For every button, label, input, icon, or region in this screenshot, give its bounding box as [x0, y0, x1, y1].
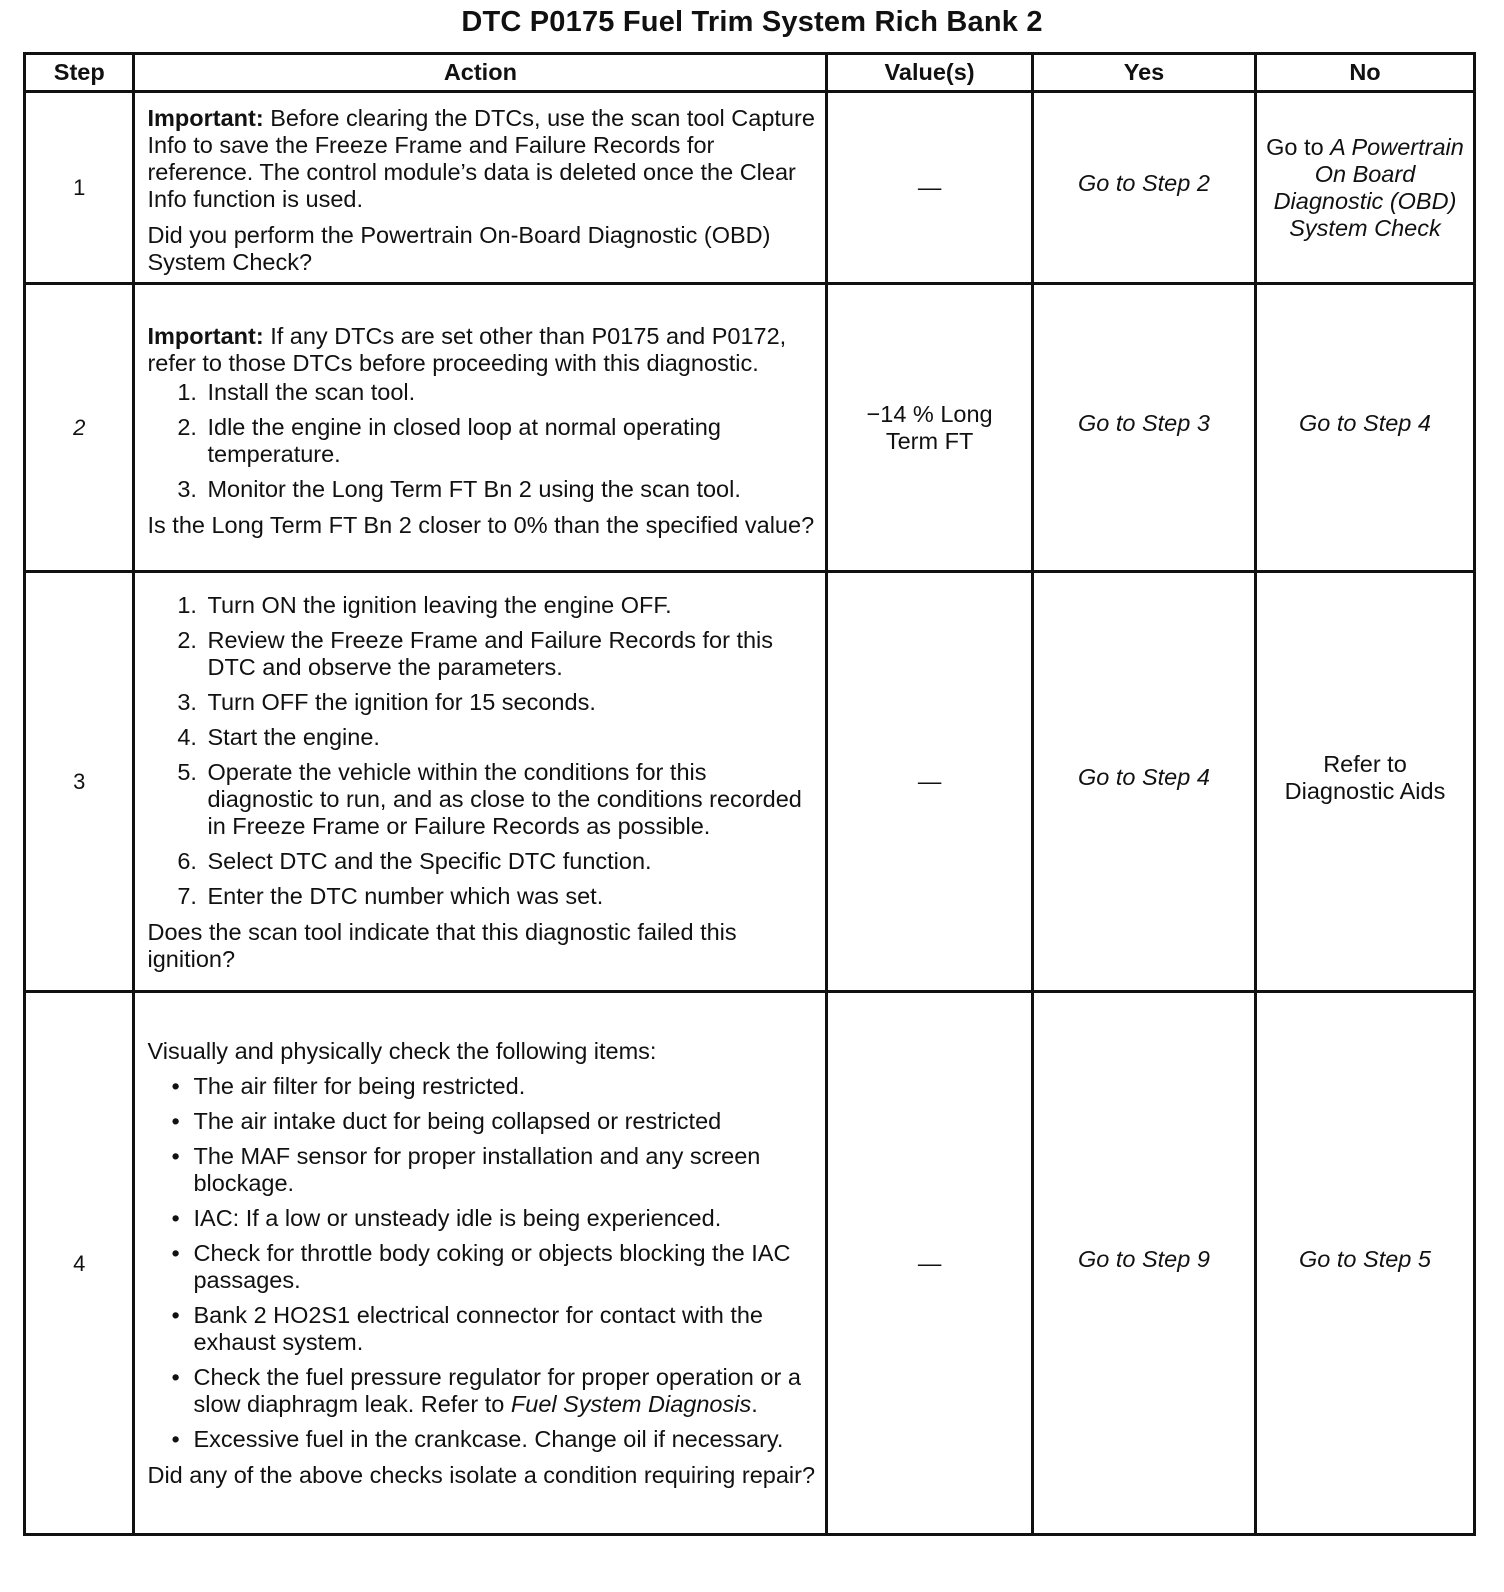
important-text: If any DTCs are set other than P0175 and P0172, refer to those DTCs before proceeding with this diagnostic.	[147, 322, 787, 376]
no-cell	[1255, 92, 1474, 284]
table-row	[25, 992, 1475, 1535]
no-cell: Go to Step 4	[1255, 284, 1474, 572]
action-cell	[134, 92, 827, 284]
check-item: • The MAF sensor for proper installation and any screen blockage.	[193, 1143, 815, 1197]
important-label: Important:	[147, 322, 264, 349]
procedure-step: 5. Operate the vehicle within the conditions for this diagnostic to run, and as close to the conditions recorded in Freeze Frame or Failure Records as possible.	[203, 759, 815, 840]
value-cell: —	[827, 992, 1033, 1535]
table-row	[25, 92, 1475, 284]
question-text: Did any of the above checks isolate a condition requiring repair?	[147, 1461, 816, 1488]
fuel-system-diagnosis-reference: Fuel System Diagnosis	[510, 1390, 752, 1417]
obd-check-reference: A Powertrain On Board Diagnostic (OBD) System Check	[1273, 133, 1464, 241]
page-title: DTC P0175 Fuel Trim System Rich Bank 2	[461, 6, 1043, 38]
no-cell: Refer to Diagnostic Aids	[1255, 572, 1474, 992]
step-number: 3	[25, 572, 134, 992]
action-cell	[134, 284, 827, 572]
check-fuel-suffix: .	[751, 1390, 758, 1417]
step-number: 1	[25, 92, 134, 284]
question-text: Does the scan tool indicate that this diagnostic failed this ignition?	[147, 919, 737, 972]
step-number: 2	[25, 284, 134, 572]
important-label: Important:	[147, 105, 264, 131]
yes-cell: Go to Step 3	[1032, 284, 1255, 572]
check-item: • The air filter for being restricted.	[193, 1073, 815, 1100]
check-item	[193, 1364, 815, 1418]
table-row	[25, 284, 1475, 572]
procedure-steps	[147, 379, 815, 503]
diagnostic-table	[23, 52, 1476, 1536]
value-cell: —	[827, 92, 1033, 284]
important-note	[147, 105, 815, 213]
check-item: • IAC: If a low or unsteady idle is being experienced.	[193, 1205, 815, 1232]
action-cell	[134, 992, 827, 1535]
important-note	[147, 323, 815, 377]
procedure-steps	[147, 592, 815, 910]
action-cell	[134, 572, 827, 992]
yes-cell: Go to Step 2	[1032, 92, 1255, 284]
header-yes: Yes	[1032, 54, 1255, 92]
step-number: 4	[25, 992, 134, 1535]
header-action: Action	[134, 54, 827, 92]
checks-intro: Visually and physically check the following items:	[147, 1037, 657, 1064]
yes-cell: Go to Step 4	[1032, 572, 1255, 992]
yes-cell: Go to Step 9	[1032, 992, 1255, 1535]
check-fuel-text: Check the fuel pressure regulator for proper operation or a slow diaphragm leak. Refer to	[193, 1363, 801, 1417]
header-values: Value(s)	[827, 54, 1033, 92]
no-cell: Go to Step 5	[1255, 992, 1474, 1535]
check-item: • Excessive fuel in the crankcase. Change oil if necessary.	[193, 1426, 815, 1453]
procedure-step: 3. Turn OFF the ignition for 15 seconds.	[203, 689, 815, 716]
important-text: Before clearing the DTCs, use the scan tool Capture Info to save the Freeze Frame and Failure Records for reference. The control module’s data is deleted once the Clear Info function is used.	[147, 105, 815, 212]
check-item: • The air intake duct for being collapsed or restricted	[193, 1108, 815, 1135]
procedure-step: 1. Install the scan tool.	[203, 379, 815, 406]
check-item: • Check for throttle body coking or objects blocking the IAC passages.	[193, 1240, 815, 1294]
procedure-step: 1. Turn ON the ignition leaving the engine OFF.	[203, 592, 815, 619]
header-step: Step	[25, 54, 134, 92]
check-item: • Bank 2 HO2S1 electrical connector for contact with the exhaust system.	[193, 1302, 815, 1356]
procedure-step: 3. Monitor the Long Term FT Bn 2 using the scan tool.	[203, 476, 815, 503]
no-prefix: Go to	[1266, 133, 1331, 160]
check-list	[147, 1073, 815, 1453]
procedure-step: 4. Start the engine.	[203, 724, 815, 751]
procedure-step: 2. Review the Freeze Frame and Failure Records for this DTC and observe the parameters.	[203, 627, 815, 681]
value-cell: —	[827, 572, 1033, 992]
question-text: Did you perform the Powertrain On-Board Diagnostic (OBD) System Check?	[147, 222, 771, 275]
table-header-row	[25, 54, 1475, 92]
header-no: No	[1255, 54, 1474, 92]
procedure-step: 2. Idle the engine in closed loop at normal operating temperature.	[203, 414, 815, 468]
question-text: Is the Long Term FT Bn 2 closer to 0% than the specified value?	[147, 511, 815, 538]
procedure-step: 6. Select DTC and the Specific DTC function.	[203, 848, 815, 875]
table-row	[25, 572, 1475, 992]
value-cell: −14 % Long Term FT	[827, 284, 1033, 572]
procedure-step: 7. Enter the DTC number which was set.	[203, 883, 815, 910]
